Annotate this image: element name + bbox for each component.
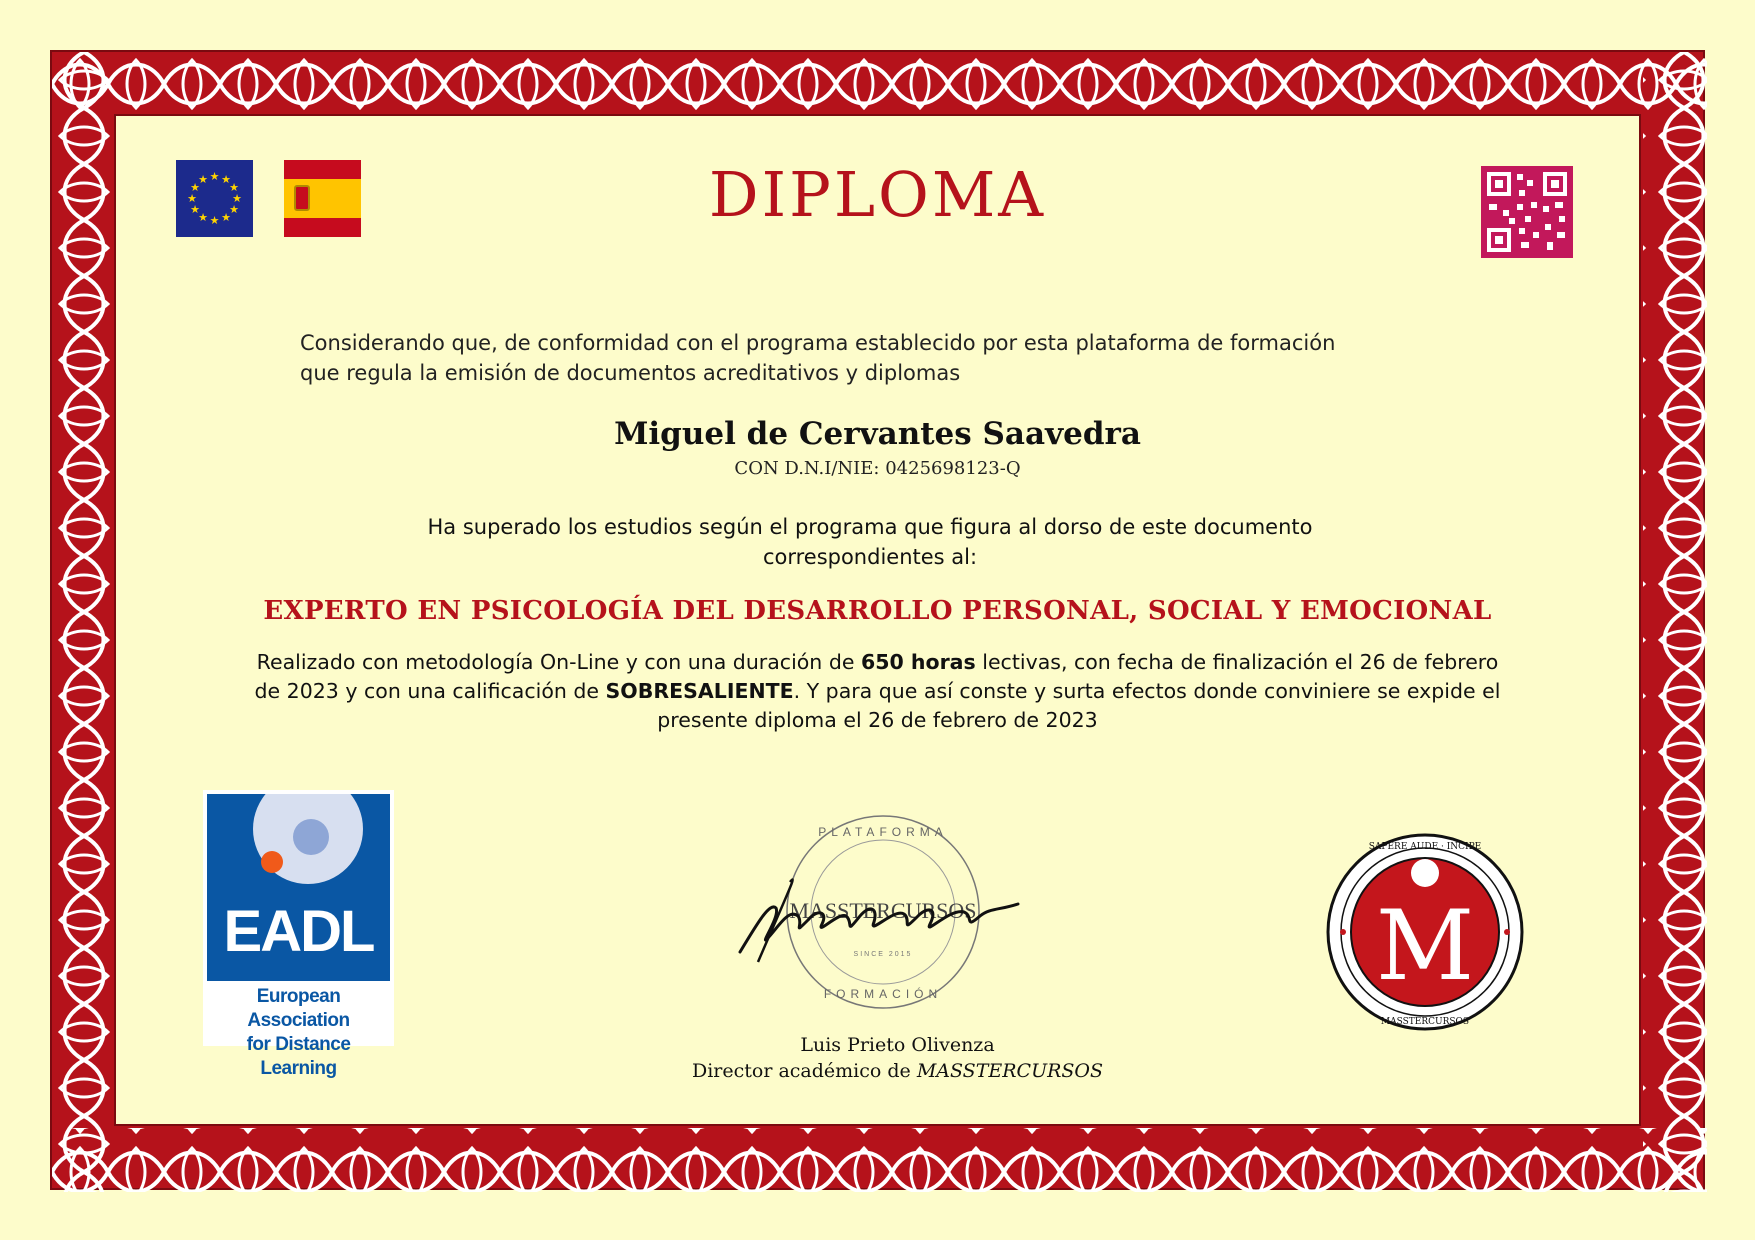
details-grade: SOBRESALIENTE [605,679,794,703]
svg-text:★: ★ [209,214,220,227]
seal-bottom-text: MASSTERCURSOS [1380,1017,1470,1027]
intro-line-2: que regula la emisión de documentos acreditativos y diplomas [300,361,961,385]
stamp-bottom-text: FORMACIÓN [823,987,943,1001]
details-hours: 650 horas [860,650,976,674]
eadl-circle-medium [293,819,329,855]
page-title: DIPLOMA [708,158,1047,231]
intro-paragraph [300,328,1500,388]
seal-top-text: SAPERE AUDE · INCIPE [1368,842,1482,852]
signatory-role [0,1060,1755,1082]
eadl-logo [203,790,394,1079]
masstercursos-seal [1326,833,1524,1031]
signature-stamp [718,812,1048,1012]
svg-text:★: ★ [229,181,239,194]
stamp-top-text: PLATAFORMA [818,825,948,839]
stamp-center-text: MASSTERCURSOS [789,898,977,923]
svg-text:★: ★ [190,181,200,194]
svg-text:★: ★ [187,192,197,205]
svg-text:★: ★ [221,211,231,224]
signatory-name: Luis Prieto Olivenza [800,1034,995,1056]
details-part-2: lectivas, con fecha de finalización el 26 de febrero de 2023 y con una calificación de [254,650,1499,703]
seal-graphic [1326,833,1524,1031]
passed-line-2: correspondientes al: [762,545,978,569]
eadl-acronym: EADL [223,899,374,964]
eadl-caption-line-1: European Association [247,986,350,1031]
recipient-name: Miguel de Cervantes Saavedra [614,416,1141,452]
passed-paragraph [330,512,1410,572]
svg-text:★: ★ [198,173,208,186]
svg-text:★: ★ [198,211,208,224]
svg-text:★: ★ [229,203,239,216]
course-title: EXPERTO EN PSICOLOGÍA DEL DESARROLLO PERSONAL, SOCIAL Y EMOCIONAL [263,596,1492,626]
eadl-caption-line-2: for Distance Learning [246,1034,351,1079]
course-details [250,648,1505,735]
details-part-1: Realizado con metodología On-Line y con una duración de [256,650,861,674]
intro-line-1: Considerando que, de conformidad con el programa establecido por esta plataforma de formación [300,331,1336,355]
recipient-id: CON D.N.I/NIE: 0425698123-Q [734,458,1021,479]
signatory-role-prefix: Director académico de [691,1060,917,1082]
svg-text:★: ★ [190,203,200,216]
svg-text:★: ★ [232,192,242,205]
svg-text:★: ★ [209,170,220,183]
eadl-circle-orange [261,851,283,873]
seal-dot [1411,859,1439,887]
stamp-graphic [718,812,1048,1012]
svg-text:★: ★ [221,173,231,186]
seal-letter: M [1375,890,1475,1002]
stamp-since-text: SINCE 2015 [853,951,913,958]
signatory-organization: MASSTERCURSOS [916,1060,1104,1082]
eadl-logo-mark [207,794,390,981]
passed-line-1: Ha superado los estudios según el programa que figura al dorso de este documento [427,515,1313,539]
details-part-3: . Y para que así conste y surta efectos donde conviniere se expide el presente diploma el 26 de febrero de 2023 [657,679,1501,732]
